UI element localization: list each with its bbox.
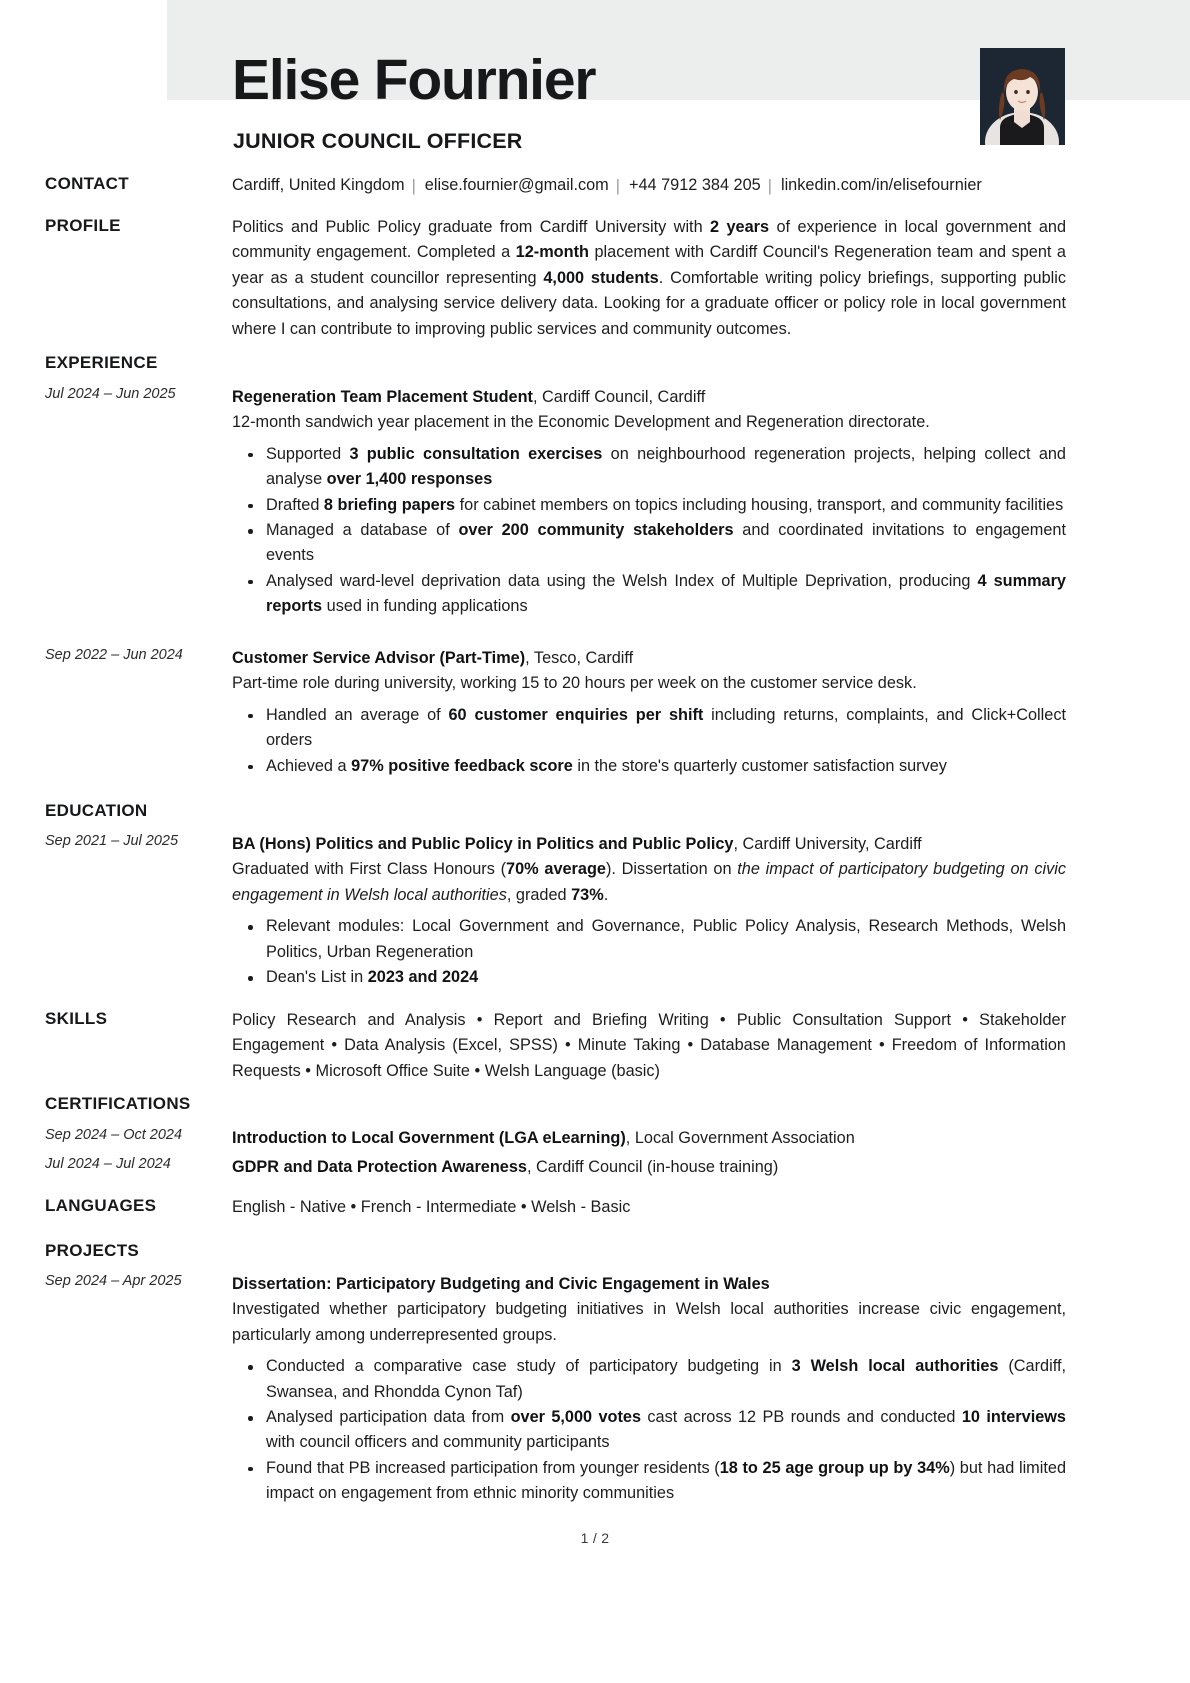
entry-heading [232,385,1066,410]
certification-title: Introduction to Local Government (LGA eLearning) [232,1129,626,1147]
section-heading-profile: PROFILE [45,216,121,235]
profile-body [232,215,1066,342]
skills-text: Policy Research and Analysis • Report and Briefing Writing • Public Consultation Support • Stakeholder Engagement • Data Analysis (Excel, SPSS) • Minute Taking • Database Management • Freedom of Information Requests • Microsoft Office Suite • Welsh Language (basic) [232,1011,1066,1080]
entry-heading [232,832,1066,857]
list-item: Dean's List in 2023 and 2024 [266,965,1066,990]
date-range: Sep 2021 – Jul 2025 [45,833,179,849]
list-item: Conducted a comparative case study of participatory budgeting in 3 Welsh local authorities (Cardiff, Swansea, and Rhondda Cynon Taf) [266,1354,1066,1405]
entry-summary: Part-time role during university, working 15 to 20 hours per week on the customer service desk. [232,674,917,693]
date-range: Jul 2024 – Jun 2025 [45,386,176,402]
languages-body [232,1195,1066,1220]
list-item: Drafted 8 briefing papers for cabinet members on topics including housing, transport, and community facilities [266,493,1066,518]
section-heading-education: EDUCATION [45,801,148,820]
education-summary: Graduated with First Class Honours (70% average). Dissertation on the impact of participatory budgeting on civic engagement in Welsh local authorities, graded 73%. [232,860,1066,904]
certification-title: GDPR and Data Protection Awareness [232,1158,527,1176]
date-range: Jul 2024 – Jul 2024 [45,1156,171,1172]
experience-heading-col [45,352,225,373]
languages-heading-col [45,1195,225,1216]
date-range: Sep 2022 – Jun 2024 [45,647,183,663]
list-item: Managed a database of over 200 community stakeholders and coordinated invitations to engagement events [266,518,1066,569]
skills-body [232,1008,1066,1084]
certification-date-col [45,1126,225,1145]
date-range: Sep 2024 – Oct 2024 [45,1127,183,1143]
date-range: Sep 2024 – Apr 2025 [45,1273,182,1289]
experience-entry-date-col [45,646,225,665]
projects-heading-col [45,1240,225,1261]
contact-separator-3: | [767,177,772,195]
page-title: Elise Fournier [232,48,596,112]
entry-heading [232,646,1066,671]
certification-issuer: , Local Government Association [625,1129,855,1147]
contact-linkedin[interactable]: linkedin.com/in/elisefournier [780,176,982,194]
project-body [232,1272,1066,1507]
education-entry-body [232,832,1066,990]
list-item: Found that PB increased participation from younger residents (18 to 25 age group up by 34%) but had limited impact on engagement from ethnic minority communities [266,1456,1066,1507]
page-indicator: 1 / 2 [580,1530,610,1546]
contact-email[interactable]: elise.fournier@gmail.com [424,176,609,194]
languages-text: English - Native • French - Intermediate • Welsh - Basic [232,1198,631,1216]
page-footer [0,1530,1190,1546]
section-heading-languages: LANGUAGES [45,1196,157,1215]
job-role: Regeneration Team Placement Student [232,388,533,406]
section-heading-experience: EXPERIENCE [45,353,158,372]
contact-heading-col [45,173,225,194]
entry-bullet-list [232,442,1066,620]
certification-body [232,1126,1066,1151]
list-item: Handled an average of 60 customer enquiries per shift including returns, complaints, and Click+Collect orders [266,703,1066,754]
profile-photo-illustration [980,48,1065,145]
entry-heading [232,1155,1066,1180]
experience-entry-date-col [45,385,225,404]
institution-name: , Cardiff University, Cardiff [733,835,922,853]
certifications-heading-col [45,1093,225,1114]
entry-bullet-list [232,703,1066,779]
project-date-col [45,1272,225,1291]
avatar [980,48,1065,145]
project-title: Dissertation: Participatory Budgeting and Civic Engagement in Wales [232,1275,770,1293]
contact-location: Cardiff, United Kingdom [232,176,405,194]
certification-issuer: , Cardiff Council (in-house training) [526,1158,779,1176]
contact-separator-2: | [615,177,620,195]
experience-entry-body [232,646,1066,779]
section-heading-skills: SKILLS [45,1009,108,1028]
list-item: Supported 3 public consultation exercises on neighbourhood regeneration projects, helping collect and analyse over 1,400 responses [266,442,1066,493]
job-role: Customer Service Advisor (Part-Time) [232,649,526,667]
entry-bullet-list [232,1354,1066,1506]
project-summary: Investigated whether participatory budgeting initiatives in Welsh local authorities increase civic engagement, particularly among underrepresented groups. [232,1300,1066,1344]
contact-phone[interactable]: +44 7912 384 205 [628,176,761,194]
education-entry-date-col [45,832,225,851]
certification-date-col [45,1155,225,1174]
education-heading-col [45,800,225,821]
entry-bullet-list [232,914,1066,990]
profile-heading-col [45,215,225,236]
list-item: Analysed participation data from over 5,000 votes cast across 12 PB rounds and conducted 10 interviews with council officers and community participants [266,1405,1066,1456]
skills-heading-col [45,1008,225,1029]
section-heading-contact: CONTACT [45,174,129,193]
job-company: , Cardiff Council, Cardiff [532,388,706,406]
contact-line [232,173,1066,197]
list-item: Achieved a 97% positive feedback score in the store's quarterly customer satisfaction survey [266,754,1066,779]
profile-text: Politics and Public Policy graduate from Cardiff University with 2 years of experience in local government and community engagement. Completed a 12-month placement with Cardiff Council's Regeneration team and spent a year as a student councillor representing 4,000 students. Comfortable writing policy briefings, supporting public consultations, and analysing service delivery data. Looking for a graduate officer or policy role in local government where I can contribute to improving public services and community outcomes. [232,218,1066,338]
list-item: Relevant modules: Local Government and Governance, Public Policy Analysis, Research Methods, Welsh Politics, Urban Regeneration [266,914,1066,965]
entry-heading [232,1126,1066,1151]
experience-entry-body [232,385,1066,620]
entry-summary: 12-month sandwich year placement in the Economic Development and Regeneration directorate. [232,413,930,432]
degree-name: BA (Hons) Politics and Public Policy in Politics and Public Policy [232,835,734,853]
job-title: JUNIOR COUNCIL OFFICER [233,129,523,153]
job-company: , Tesco, Cardiff [525,649,634,667]
section-heading-certifications: CERTIFICATIONS [45,1094,191,1113]
list-item: Analysed ward-level deprivation data using the Welsh Index of Multiple Deprivation, producing 4 summary reports used in funding applications [266,569,1066,620]
entry-heading [232,1272,1066,1297]
contact-separator-1: | [411,177,416,195]
contact-details [232,173,1066,197]
certification-body [232,1155,1066,1180]
section-heading-projects: PROJECTS [45,1241,140,1260]
